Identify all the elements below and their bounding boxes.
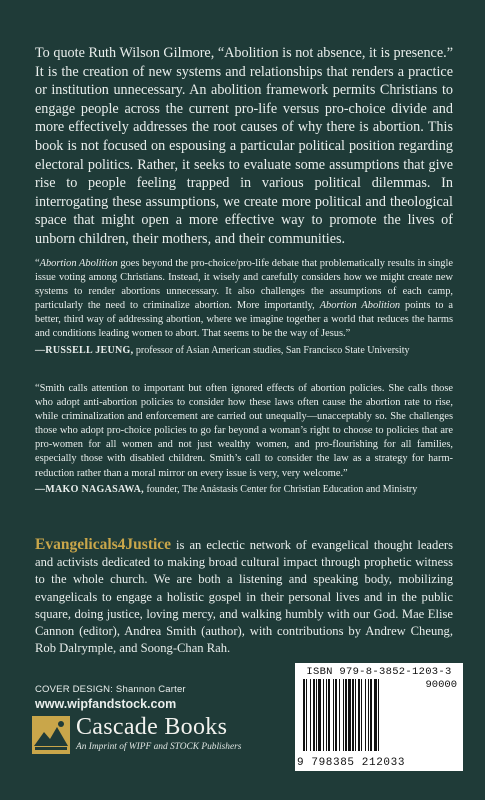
mountain-logo-icon xyxy=(32,716,70,754)
isbn-barcode xyxy=(295,663,463,771)
endorsement-nagasawa xyxy=(35,382,453,497)
endorser-attribution xyxy=(35,483,453,497)
cover-design-credit: COVER DESIGN: Shannon Carter xyxy=(35,684,186,695)
endorser-role: professor of Asian American studies, San Francisco State University xyxy=(133,344,410,356)
book-title: Abortion Abolition xyxy=(39,258,118,269)
book-title: Abortion Abolition xyxy=(319,300,401,312)
organization-description xyxy=(35,536,453,657)
endorser-name: —RUSSELL JEUNG, xyxy=(35,344,134,356)
endorsement-text: goes beyond the pro-choice/pro-life debate that problematically results in single issue voting among Christians. Instead, it wisely and carefully considers how we might create new systems to render abortions unnecessary. It also challenges the assumptions of each camp, particularly the need to criminalize abortion. More importantly, xyxy=(35,258,454,312)
barcode-bars xyxy=(301,679,413,751)
isbn-number: ISBN 979-8-3852-1203-3 xyxy=(306,666,452,678)
org-text: is an eclectic network of evangelical thought leaders and activists dedicated to making broad cultural impact through prophetic witness to the whole church. We are both a listening and speaking body, mobilizing evangelicals to engage a holistic gospel in their personal lives and in the public square, doing justice, loving mercy, and walking humbly with our God. Mae Elise Cannon (editor), Andrea Smith (author), with contributions by Andrew Cheung, Rob Dalrymple, and Soong-Chan Rah. xyxy=(35,538,453,656)
price-code: 90000 xyxy=(425,679,457,691)
publisher-logo xyxy=(32,714,242,754)
endorsement-jeung xyxy=(35,257,453,358)
publisher-website: www.wipfandstock.com xyxy=(35,697,177,711)
org-brand-name: Evangelicals4Justice xyxy=(35,536,172,553)
publisher-name: Cascade Books xyxy=(76,714,228,740)
publisher-tagline: An Imprint of WIPF and STOCK Publishers xyxy=(76,742,242,752)
quote-open: “ xyxy=(35,258,40,269)
back-cover-blurb: To quote Ruth Wilson Gilmore, “Abolition is not absence, it is presence.” It is the creation of new systems and relationships that renders a practice or institution unnecessary. An abolition framework permits Christians to engage people across the current pro-life versus pro-choice divide and more effectively addresses the root causes of why there is abortion. This book is not focused on espousing a particular political position regarding electoral politics. Rather, it seeks to evaluate some assumptions that give rise to people feeling trapped in various political dilemmas. In interrogating these assumptions, we create more political and theological space that might open a more effective way to promote the lives of unborn children, their mothers, and their communities. xyxy=(35,45,453,247)
endorser-role: founder, The Anástasis Center for Christian Education and Ministry xyxy=(143,483,418,495)
endorsement-text: points to a better, third way of addressing abortion, where we imagine together a world that reduces the harms and conditions leading women to abort. That seems to be the way of Jesus.” xyxy=(35,300,454,340)
ean-number: 9 798385 212033 xyxy=(297,757,406,769)
endorser-name: —MAKO NAGASAWA, xyxy=(35,483,144,495)
endorser-attribution xyxy=(35,344,453,358)
endorsement-text: “Smith calls attention to important but often ignored effects of abortion policies. She calls those who adopt anti-abortion policies to consider how these laws often cause the abortion rate to rise, while criminalization and enforcement are carried out unequally—unacceptably so. She challenges those who adopt pro-choice policies to go far beyond a woman’s right to choose to policies that are pro-women for all women and not just wealthy women, and pro-flourishing for all families, especially those with disabled children. Smith’s call to consider the law as a strategy for harm-reduction rather than a moral mirror on every issue is very, very welcome.” xyxy=(35,383,453,479)
